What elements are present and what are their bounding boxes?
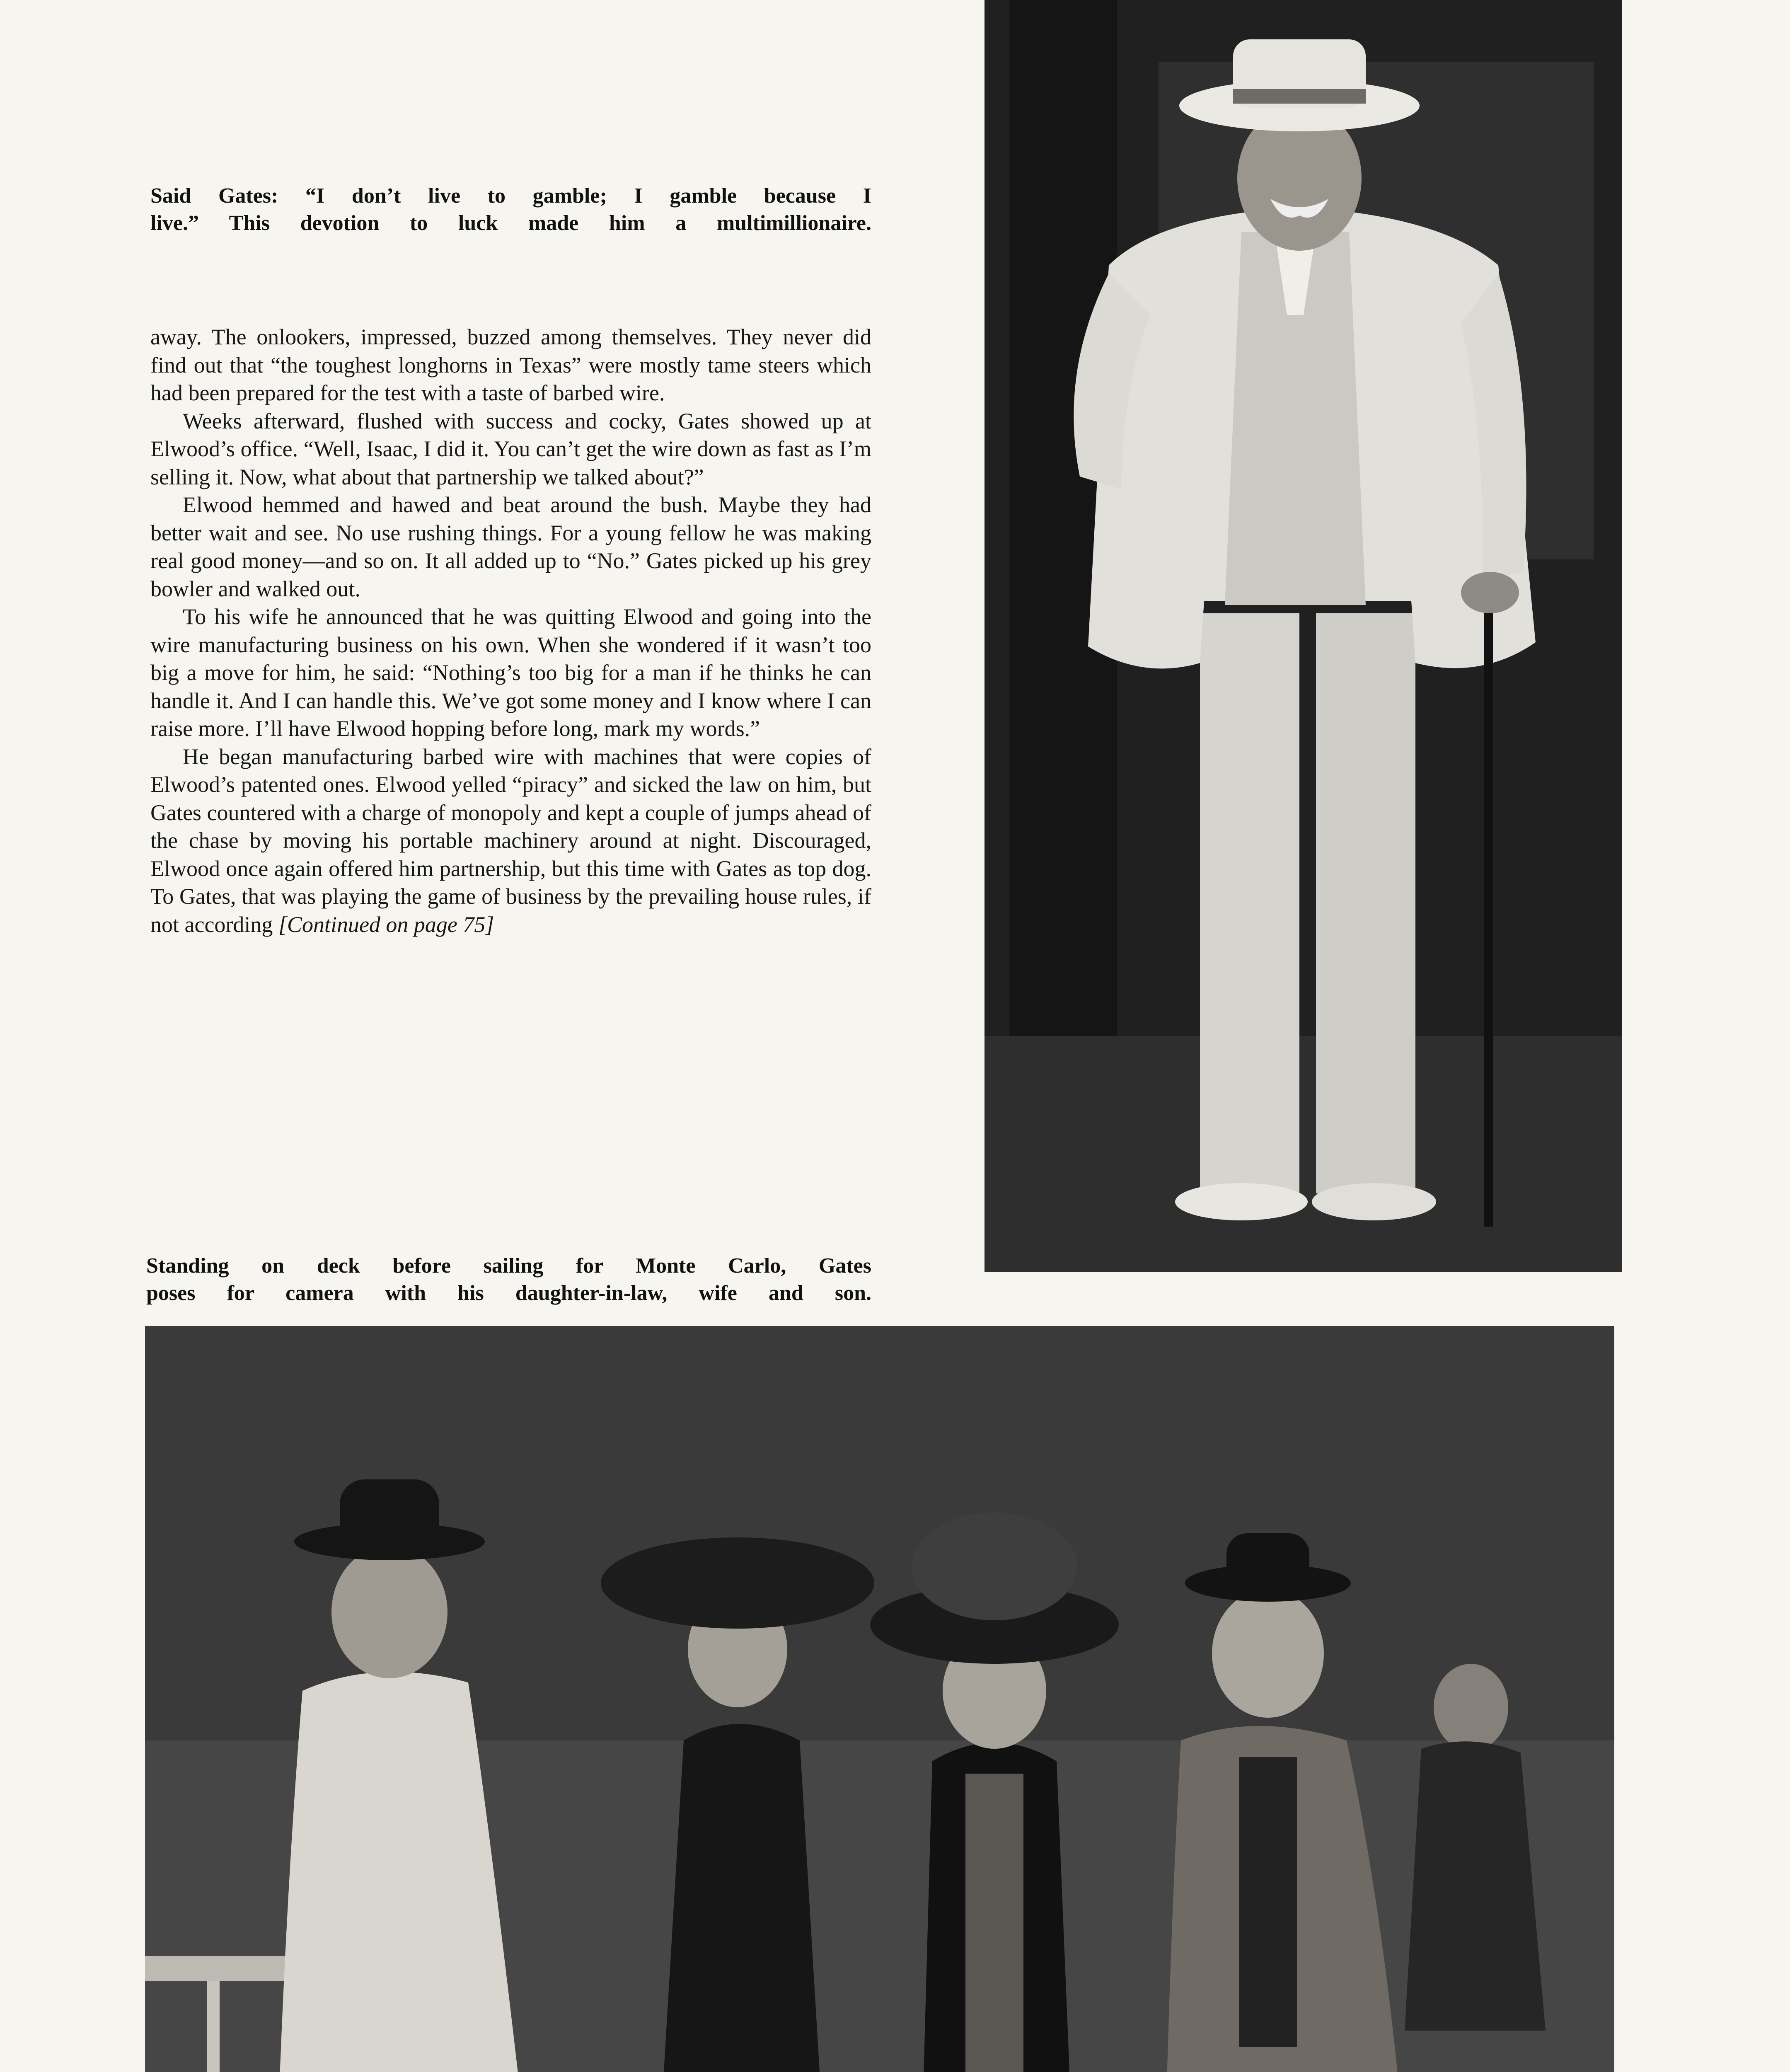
paragraph-1: away. The onlookers, impressed, buzzed among themselves. They never did find out that “the toughest longhorns in Texas” were mostly tame steers which had been prepared for the test with a taste of barbed wire. xyxy=(150,324,871,405)
continued-note: [Continued on page 75] xyxy=(278,912,494,937)
paragraph-5 xyxy=(150,743,871,939)
paragraph-5-text: He began manufacturing barbed wire with machines that were copies of Elwood’s patented ones. Elwood yelled “piracy” and sicked the law on him, but Gates countered with a charge of monopoly and kept a couple of jumps ahead of the chase by moving his portable machinery around at night. Discouraged, Elwood once again offered him partnership, but this time with Gates as top dog. To Gates, that was playing the game of business by the prevailing house rules, if not according xyxy=(150,744,871,937)
caption-bottom xyxy=(146,1252,871,1307)
caption-bottom-line-1: Standing on deck before sailing for Monte Carlo, Gates xyxy=(146,1254,871,1278)
photo-family-on-deck xyxy=(145,1326,1614,2072)
caption-bottom-line-2: poses for camera with his daughter-in-law, wife and son. xyxy=(146,1281,871,1305)
photo-gates-standing xyxy=(984,0,1622,1272)
photo-family-illustration xyxy=(145,1326,1614,2072)
paragraph-4: To his wife he announced that he was quitting Elwood and going into the wire manufacturing business on his own. When she wondered if it wasn’t too big a move for him, he said: “Nothing’s too big for a man if he thinks he can handle it. And I can handle this. We’ve got some money and I know where I can raise more. I’ll have Elwood hopping before long, mark my words.” xyxy=(150,604,871,741)
article-body xyxy=(150,323,871,939)
paragraph-2: Weeks afterward, flushed with success and cocky, Gates showed up at Elwood’s office. “Well, Isaac, I did it. You can’t get the wire down as fast as I’m selling it. Now, what about that partnership we talked about?” xyxy=(150,408,871,489)
photo-gates-standing-illustration xyxy=(984,0,1622,1272)
caption-top-line-2: live.” This devotion to luck made him a multimillionaire. xyxy=(150,211,871,235)
paragraph-3: Elwood hemmed and hawed and beat around the bush. Maybe they had better wait and see. No use rushing things. For a young fellow he was making real good money—and so on. It all added up to “No.” Gates picked up his grey bowler and walked out. xyxy=(150,492,871,601)
caption-top xyxy=(150,182,871,237)
caption-top-line-1: Said Gates: “I don’t live to gamble; I gamble because I xyxy=(150,184,871,208)
